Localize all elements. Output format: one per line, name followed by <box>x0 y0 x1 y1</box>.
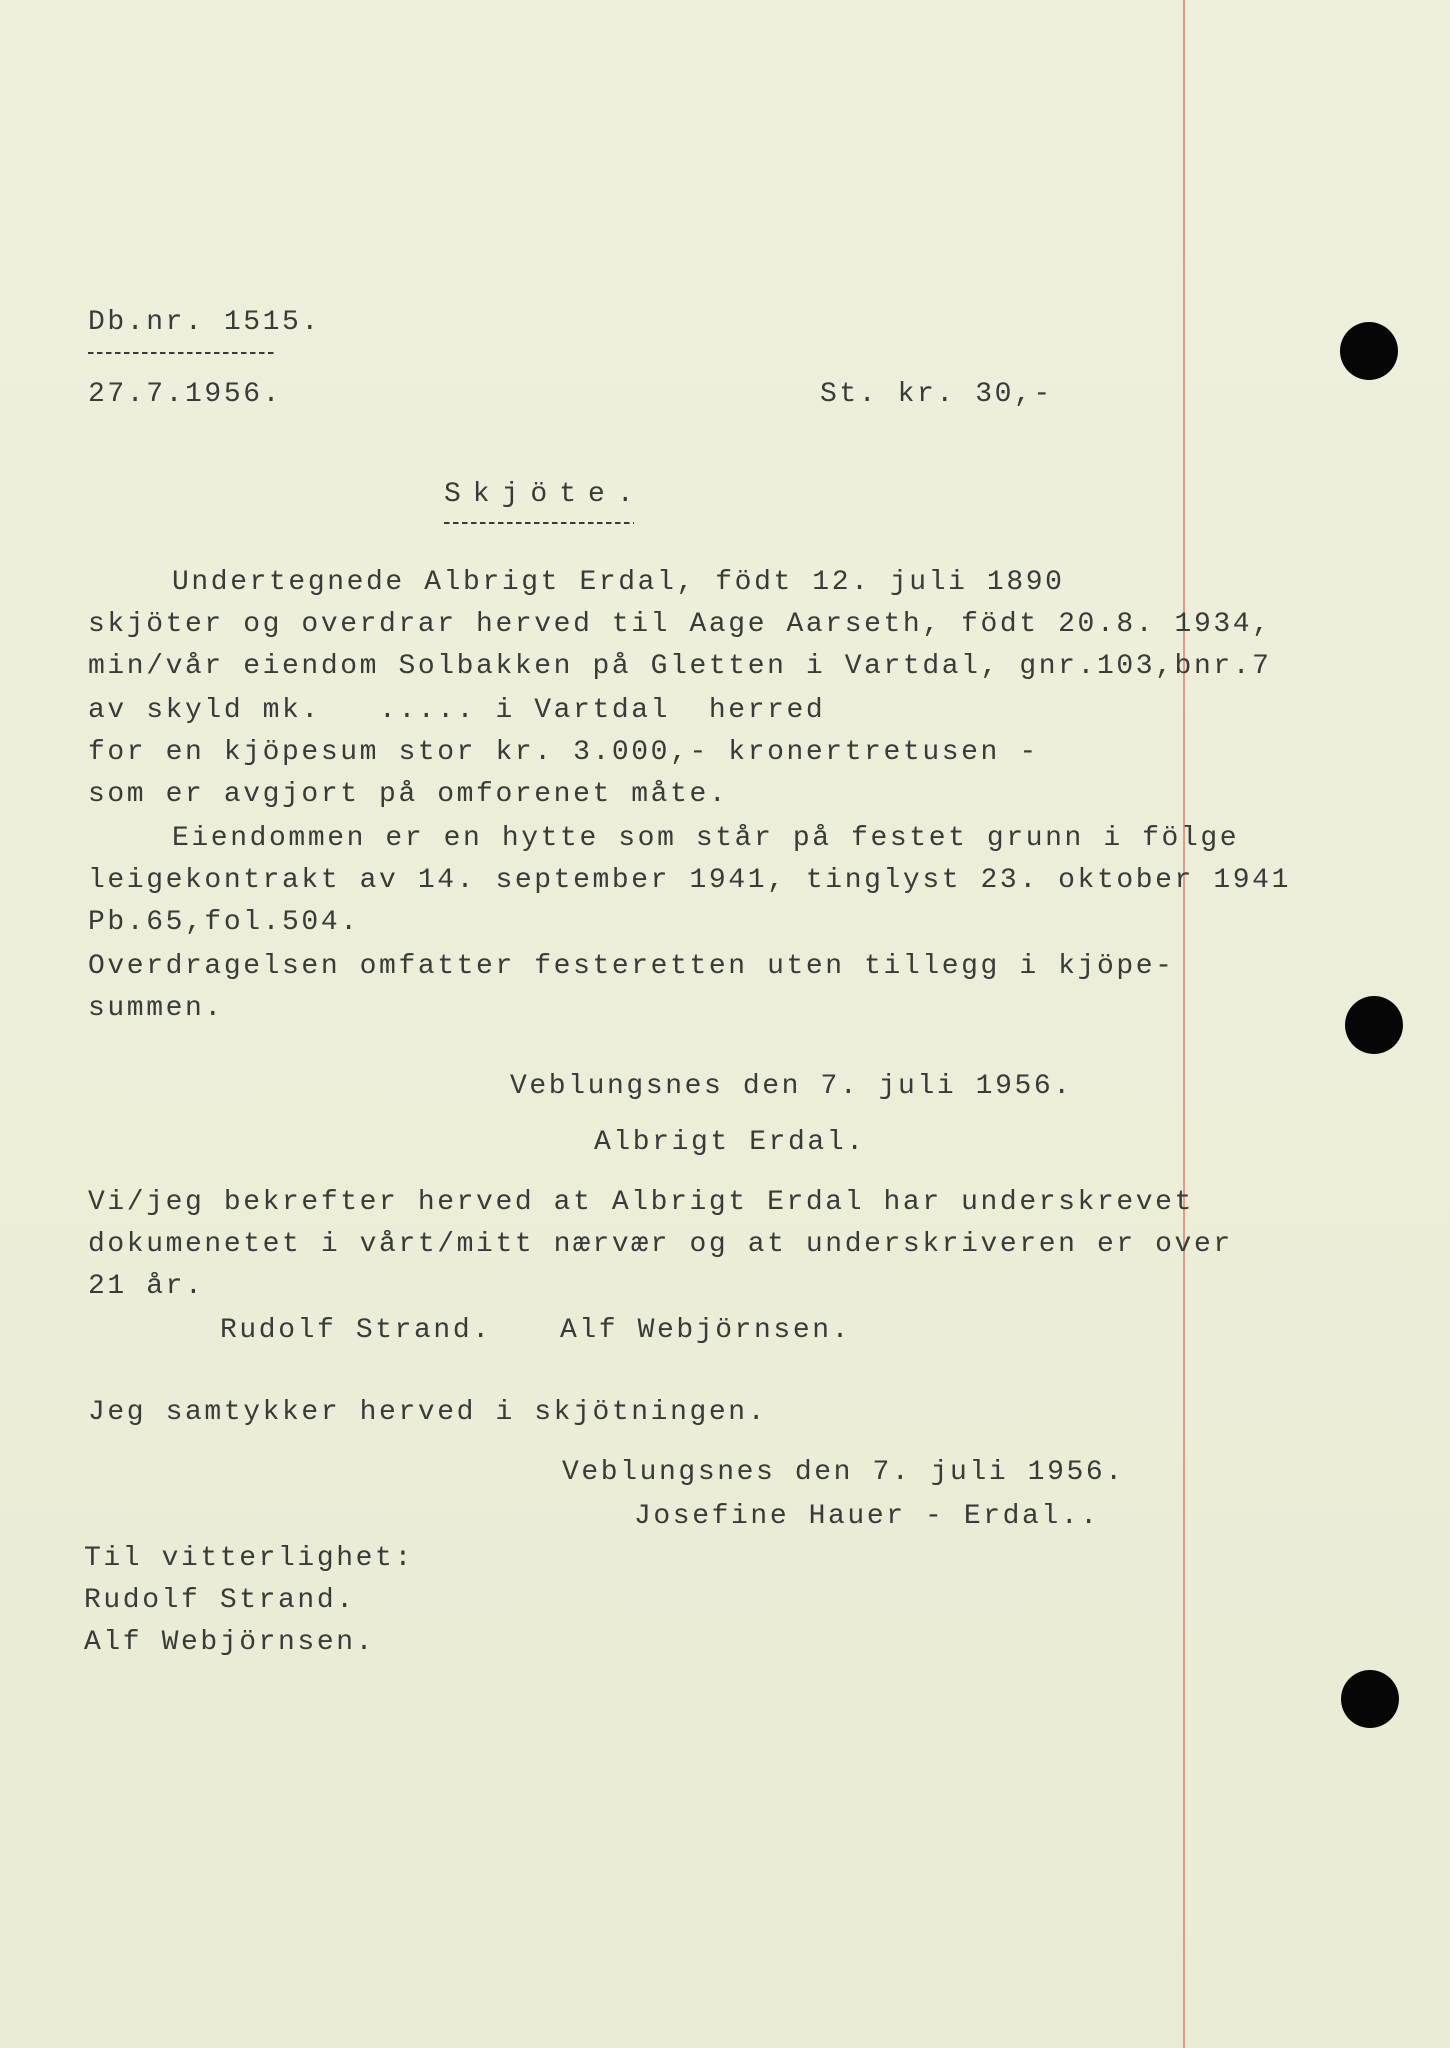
body-line: som er avgjort på omforenet måte. <box>88 779 729 810</box>
confirmation-line: Vi/jeg bekrefter herved at Albrigt Erdal har underskrevet <box>88 1187 1194 1218</box>
body-line: for en kjöpesum stor kr. 3.000,- kronertretusen - <box>88 737 1039 768</box>
document-number: Db.nr. 1515. <box>88 307 321 338</box>
stamp-fee: St. kr. 30,- <box>820 379 1053 410</box>
body-line: skjöter og overdrar herved til Aage Aarseth, födt 20.8. 1934, <box>88 609 1272 640</box>
body-line: leigekontrakt av 14. september 1941, tinglyst 23. oktober 1941 <box>88 865 1291 896</box>
margin-rule <box>1183 0 1185 2048</box>
punch-hole-middle <box>1345 996 1403 1054</box>
body-line: Overdragelsen omfatter festeretten uten tillegg i kjöpe- <box>88 951 1175 982</box>
body-line: Undertegnede Albrigt Erdal, födt 12. juli 1890 <box>172 567 1065 598</box>
attestation-name: Rudolf Strand. <box>84 1585 356 1616</box>
body-line: Pb.65,fol.504. <box>88 907 360 938</box>
witness-signature: Alf Webjörnsen. <box>560 1315 852 1346</box>
page-title: Skjöte. <box>444 479 646 510</box>
title-underline <box>444 522 634 524</box>
seller-signature: Albrigt Erdal. <box>594 1127 866 1158</box>
witness-signature: Rudolf Strand. <box>220 1315 492 1346</box>
spouse-signature: Josefine Hauer - Erdal.. <box>634 1501 1100 1532</box>
punch-hole-top <box>1340 322 1398 380</box>
place-date: Veblungsnes den 7. juli 1956. <box>510 1071 1073 1102</box>
confirmation-line: 21 år. <box>88 1271 205 1302</box>
place-date: Veblungsnes den 7. juli 1956. <box>562 1457 1125 1488</box>
consent-statement: Jeg samtykker herved i skjötningen. <box>88 1397 768 1428</box>
body-line: Eiendommen er en hytte som står på festet grunn i fölge <box>172 823 1240 854</box>
body-line: summen. <box>88 993 224 1024</box>
document-number-underline <box>88 352 274 354</box>
document-date: 27.7.1956. <box>88 379 283 410</box>
attestation-heading: Til vitterlighet: <box>84 1543 414 1574</box>
body-line: min/vår eiendom Solbakken på Gletten i Vartdal, gnr.103,bnr.7 <box>88 651 1272 682</box>
attestation-name: Alf Webjörnsen. <box>84 1627 376 1658</box>
body-line: av skyld mk. ..... i Vartdal herred <box>88 695 826 726</box>
confirmation-line: dokumenetet i vårt/mitt nærvær og at underskriveren er over <box>88 1229 1233 1260</box>
punch-hole-bottom <box>1341 1670 1399 1728</box>
